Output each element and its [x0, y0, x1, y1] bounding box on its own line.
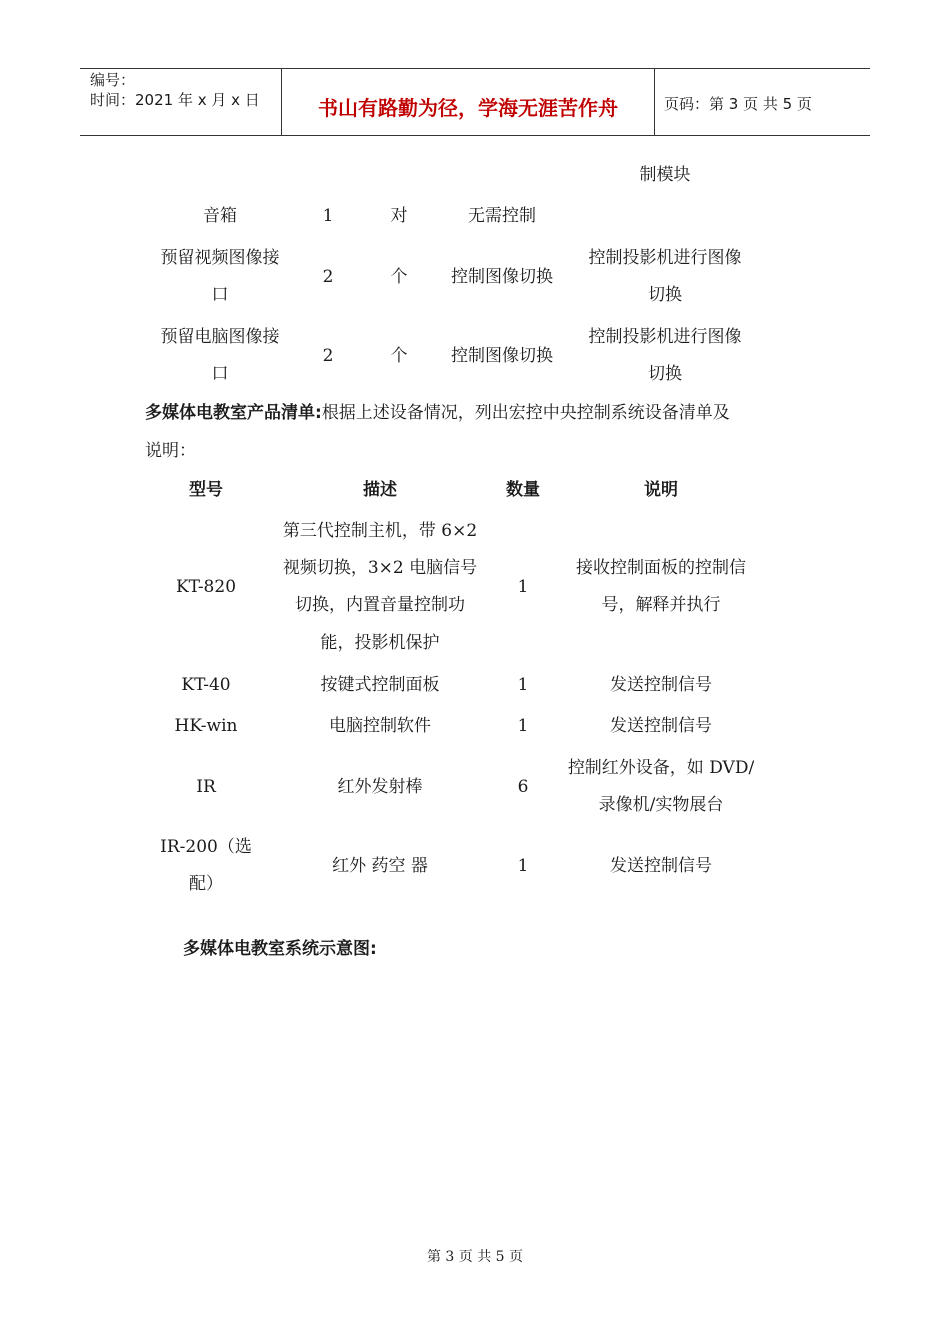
device-control: 无需控制	[468, 206, 536, 226]
desc-cell: 第三代控制主机，带 6×2	[282, 521, 478, 541]
header-top-rule	[80, 68, 870, 69]
qty-cell: 1	[517, 675, 529, 695]
desc-cell: 电脑控制软件	[329, 716, 431, 736]
note-cell: 控制红外设备，如 DVD/	[567, 758, 755, 778]
header-motto: 书山有路勤为径，学海无涯苦作舟	[318, 96, 618, 120]
note-cell-cont: 录像机/实物展台	[598, 795, 724, 815]
note-cell: 发送控制信号	[610, 716, 712, 736]
desc-cell: 红外发射棒	[337, 777, 423, 797]
model-cell: KT-820	[175, 577, 237, 597]
desc-cell-cont: 能，投影机保护	[320, 633, 440, 653]
model-cell: IR-200（选	[160, 837, 252, 857]
desc-cell: 按键式控制面板	[320, 675, 440, 695]
model-cell: HK-win	[174, 716, 238, 736]
header-model: 型号	[189, 480, 223, 500]
qty-cell: 6	[517, 777, 529, 797]
header-quantity: 数量	[506, 480, 540, 500]
model-cell: KT-40	[181, 675, 231, 695]
device-name: 音箱	[203, 206, 237, 226]
device-unit: 对	[390, 206, 408, 226]
device-qty: 1	[322, 206, 334, 226]
document-code: 编号：	[90, 71, 136, 89]
product-list-heading: 多媒体电教室产品清单:	[145, 403, 322, 423]
product-list-text-cont: 说明：	[145, 441, 196, 461]
device-name-cont: 口	[211, 285, 229, 305]
device-desc-cont: 切换	[648, 364, 682, 384]
header-page-info: 页码：第 3 页 共 5 页	[664, 95, 812, 113]
device-desc: 控制投影机进行图像	[588, 248, 742, 268]
device-control: 控制图像切换	[451, 346, 553, 366]
device-name: 预留视频图像接	[160, 248, 280, 268]
header-description: 描述	[363, 480, 397, 500]
device-name: 预留电脑图像接	[160, 327, 280, 347]
qty-cell: 1	[517, 577, 529, 597]
qty-cell: 1	[517, 856, 529, 876]
note-cell: 发送控制信号	[610, 675, 712, 695]
desc-cell: 红外 药空 器	[332, 856, 428, 876]
continued-cell: 制模块	[639, 165, 691, 185]
model-cell-cont: 配）	[189, 874, 223, 894]
qty-cell: 1	[517, 716, 529, 736]
device-unit: 个	[390, 267, 408, 287]
device-desc-cont: 切换	[648, 285, 682, 305]
device-qty: 2	[322, 346, 334, 366]
device-qty: 2	[322, 267, 334, 287]
desc-cell-cont: 切换，内置音量控制功	[295, 595, 465, 615]
note-cell-cont: 号，解释并执行	[601, 595, 721, 615]
desc-cell-cont: 视频切换，3×2 电脑信号	[282, 558, 478, 578]
document-date: 时间：2021 年 x 月 x 日	[90, 91, 260, 109]
header-bottom-rule	[80, 135, 870, 136]
device-control: 控制图像切换	[451, 267, 553, 287]
product-list-paragraph	[145, 394, 730, 432]
product-list-text: 根据上述设备情况，列出宏控中央控制系统设备清单及	[321, 403, 730, 423]
note-cell: 接收控制面板的控制信	[576, 558, 746, 578]
model-cell: IR	[196, 777, 216, 797]
note-cell: 发送控制信号	[610, 856, 712, 876]
page-footer: 第 3 页 共 5 页	[426, 1249, 524, 1265]
device-desc: 控制投影机进行图像	[588, 327, 742, 347]
device-unit: 个	[390, 346, 408, 366]
header-divider-right	[654, 68, 655, 136]
diagram-heading: 多媒体电教室系统示意图:	[183, 939, 377, 959]
header-note: 说明	[644, 480, 678, 500]
device-name-cont: 口	[211, 364, 229, 384]
